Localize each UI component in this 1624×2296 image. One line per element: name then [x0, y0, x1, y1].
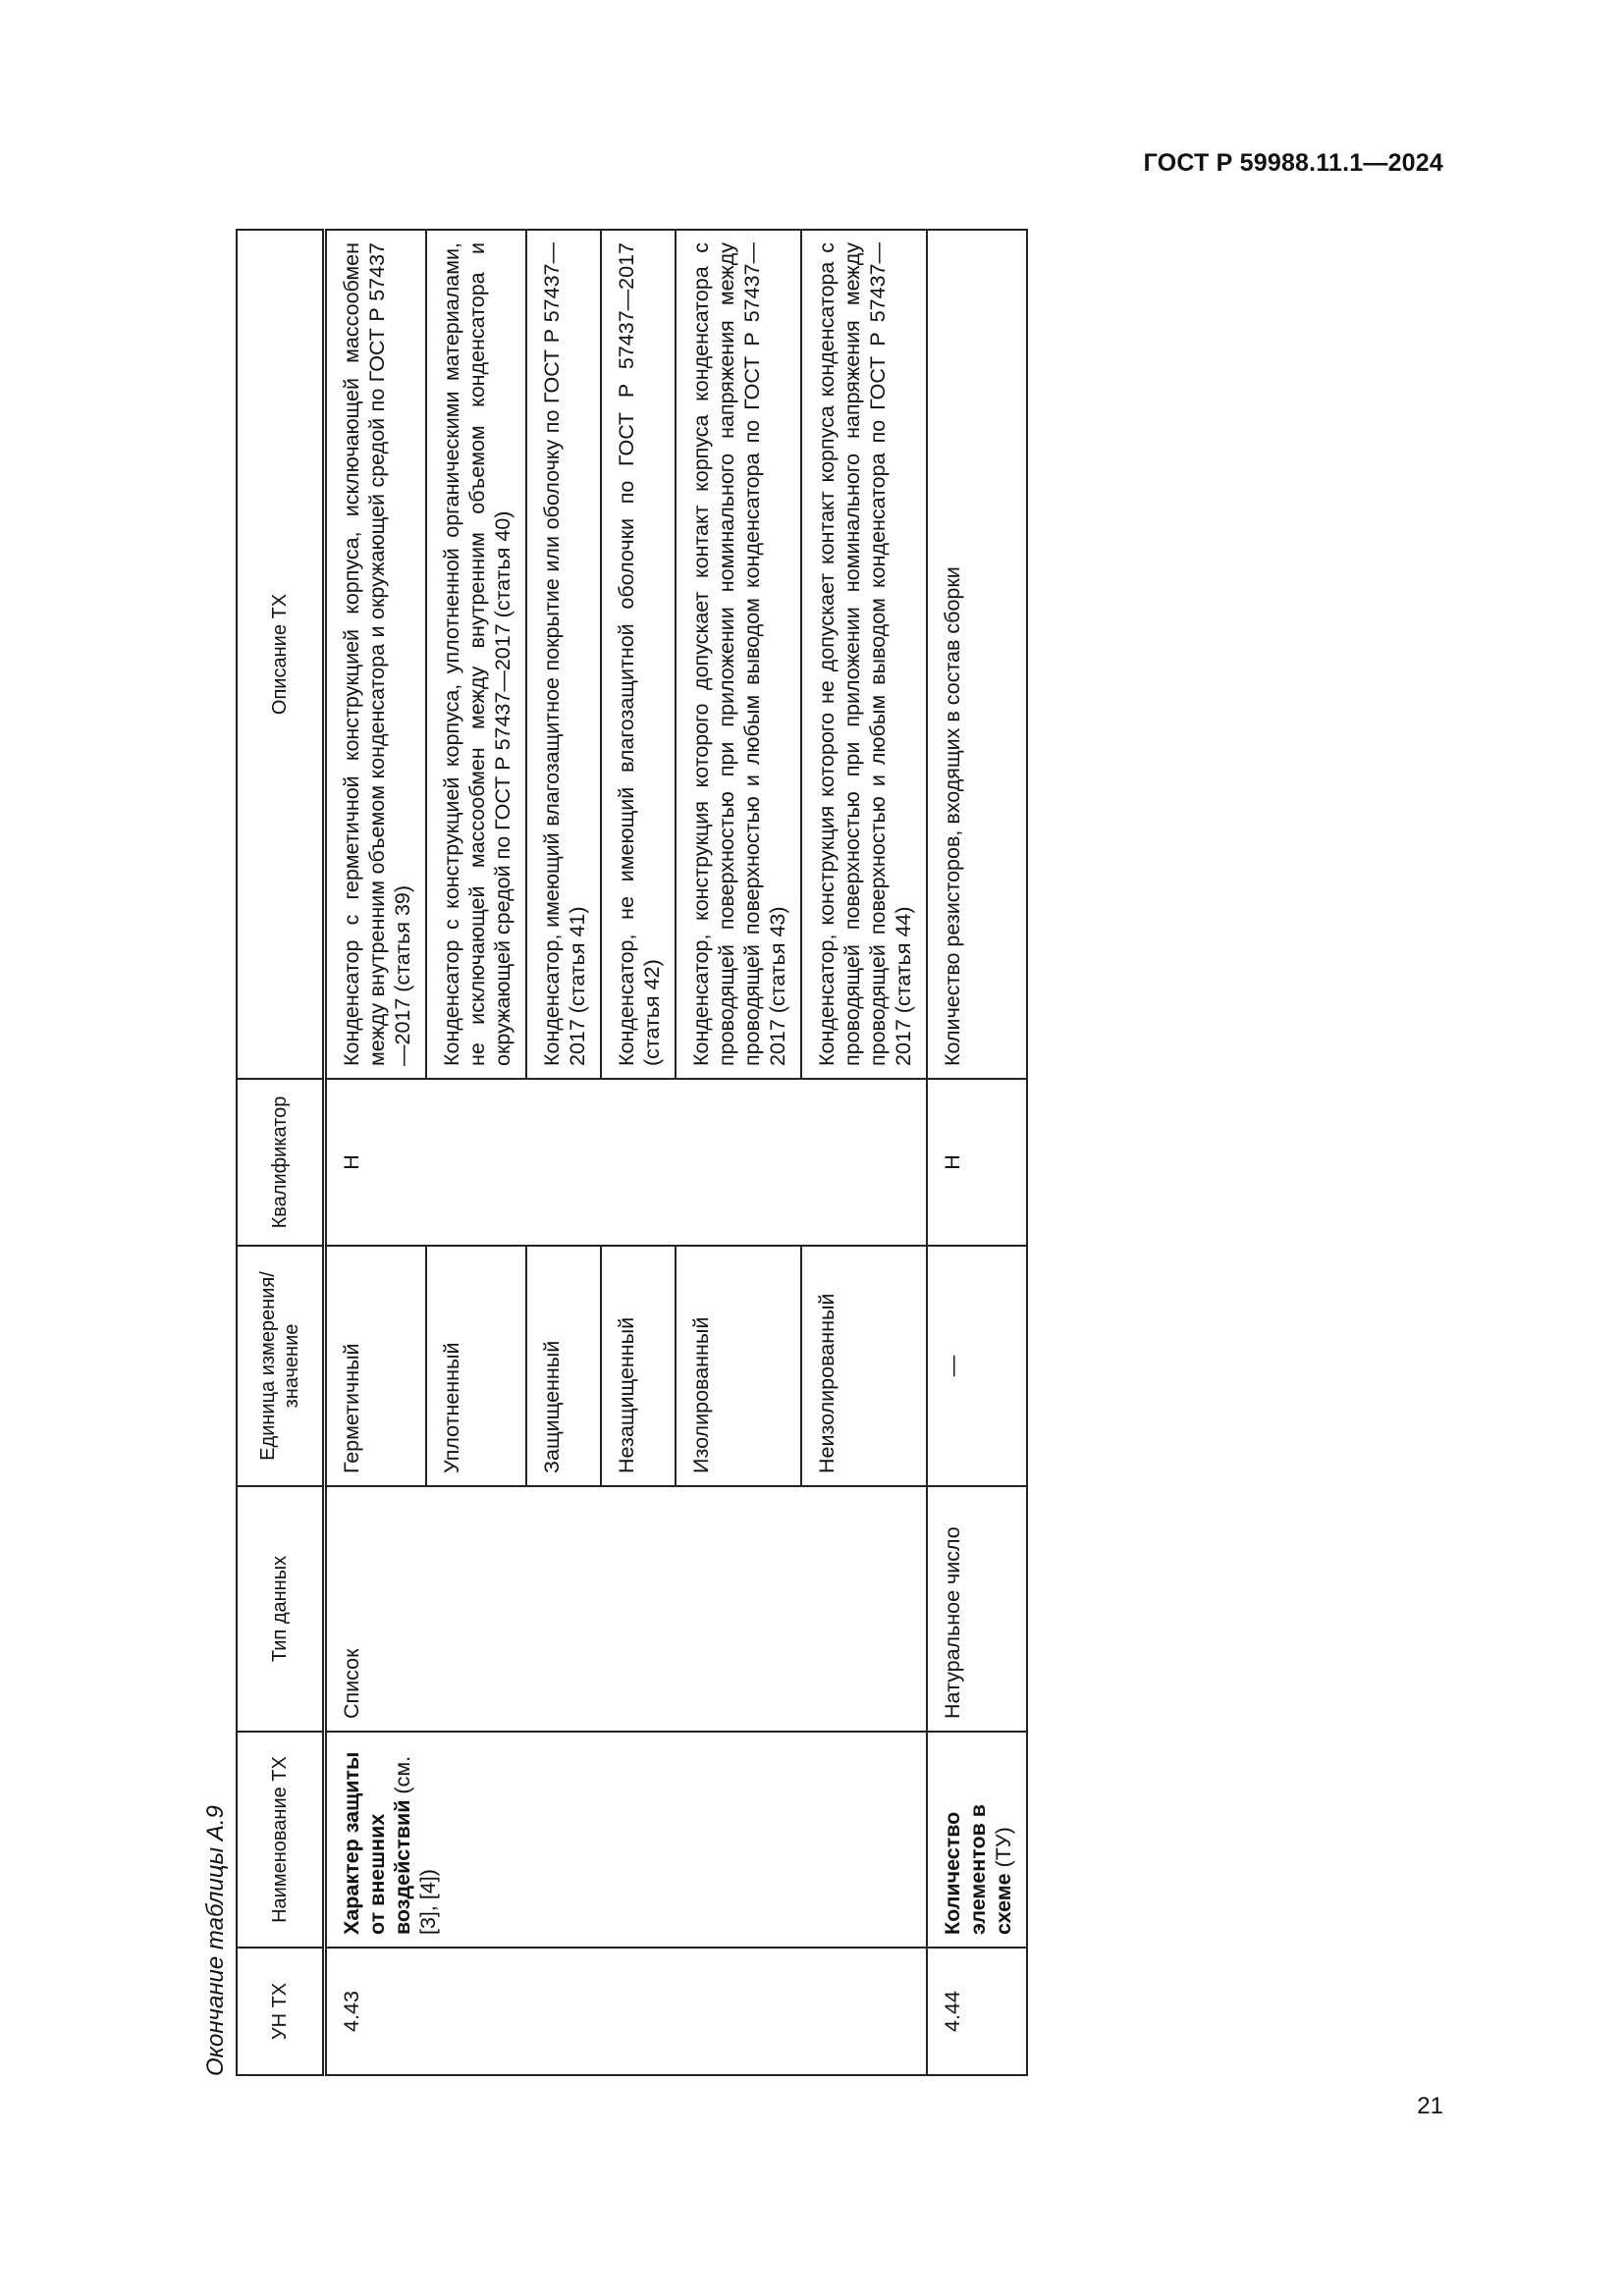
col-header-unit-value: Единица измерения/ значение: [237, 1246, 325, 1486]
row-data-type: Натуральное число: [927, 1486, 1027, 1732]
col-header-qualifier: Квалификатор: [237, 1079, 325, 1246]
row-value: Герметичный: [325, 1246, 427, 1486]
page-number: 21: [1417, 2093, 1443, 2119]
row-description: Конденсатор, не имеющий влагозащитной оболочки по ГОСТ Р 57437—2017 (статья 42): [601, 230, 676, 1079]
table-header-row: [237, 230, 325, 2075]
row-id: 4.43: [325, 1948, 928, 2075]
row-description: Конденсатор с герметичной конструкцией корпуса, исключающей массообмен между внутренним объемом конденсатора и окружающей средой по ГОСТ Р 57437—2017 (статья 39): [325, 230, 427, 1079]
row-value: Незащищенный: [601, 1246, 676, 1486]
row-qualifier: Н: [325, 1079, 928, 1246]
row-description: Конденсатор, имеющий влагозащитное покрытие или оболочку по ГОСТ Р 57437—2017 (статья 41): [526, 230, 601, 1079]
row-value: Изолированный: [676, 1246, 801, 1486]
row-value: Неизолированный: [801, 1246, 927, 1486]
col-header-type: Тип данных: [237, 1486, 325, 1732]
row-value: —: [927, 1246, 1027, 1486]
row-name-reference: (см. [3], [4]): [391, 1755, 440, 1935]
table-caption: Окончание таблицы А.9: [202, 1805, 229, 2076]
col-header-id: УН ТХ: [237, 1948, 325, 2075]
col-header-description: Описание ТХ: [237, 230, 325, 1079]
characteristics-table: [236, 229, 1028, 2076]
row-name-title: Характер защиты от внешних воздействий: [340, 1751, 414, 1935]
row-value: Защищенный: [526, 1246, 601, 1486]
row-description: Конденсатор, конструкция которого допускает контакт корпуса конденсатора с проводящей поверхностью при приложении номинального напряжения между проводящей поверхностью и любым выводом конденсатора по ГОСТ Р 57437—2017 (статья 43): [676, 230, 801, 1079]
row-name-reference: (ТУ): [992, 1827, 1015, 1868]
row-data-type: Список: [325, 1486, 928, 1732]
row-qualifier: Н: [927, 1079, 1027, 1246]
row-description: Конденсатор, конструкция которого не допускает контакт корпуса конденсатора с проводящей поверхностью при приложении номинального напряжения между проводящей поверхностью и любым выводом конденсатора по ГОСТ Р 57437—2017 (статья 44): [801, 230, 927, 1079]
table-row: [325, 230, 427, 2075]
standard-designation: ГОСТ Р 59988.11.1—2024: [1143, 149, 1443, 177]
row-name: [927, 1732, 1027, 1948]
row-value: Уплотненный: [426, 1246, 526, 1486]
table-row: [927, 230, 1027, 2075]
row-description: Количество резисторов, входящих в состав сборки: [927, 230, 1027, 1079]
row-name-title: Количество элементов в схеме: [941, 1803, 1015, 1935]
row-name: [325, 1732, 928, 1948]
row-id: 4.44: [927, 1948, 1027, 2075]
row-description: Конденсатор с конструкцией корпуса, уплотненной органическими материалами, не исключающей массообмен между внутренним объемом конденсатора и окружающей средой по ГОСТ Р 57437—2017 (статья 40): [426, 230, 526, 1079]
rotated-table-block: [187, 231, 1129, 2076]
col-header-name: Наименование ТХ: [237, 1732, 325, 1948]
